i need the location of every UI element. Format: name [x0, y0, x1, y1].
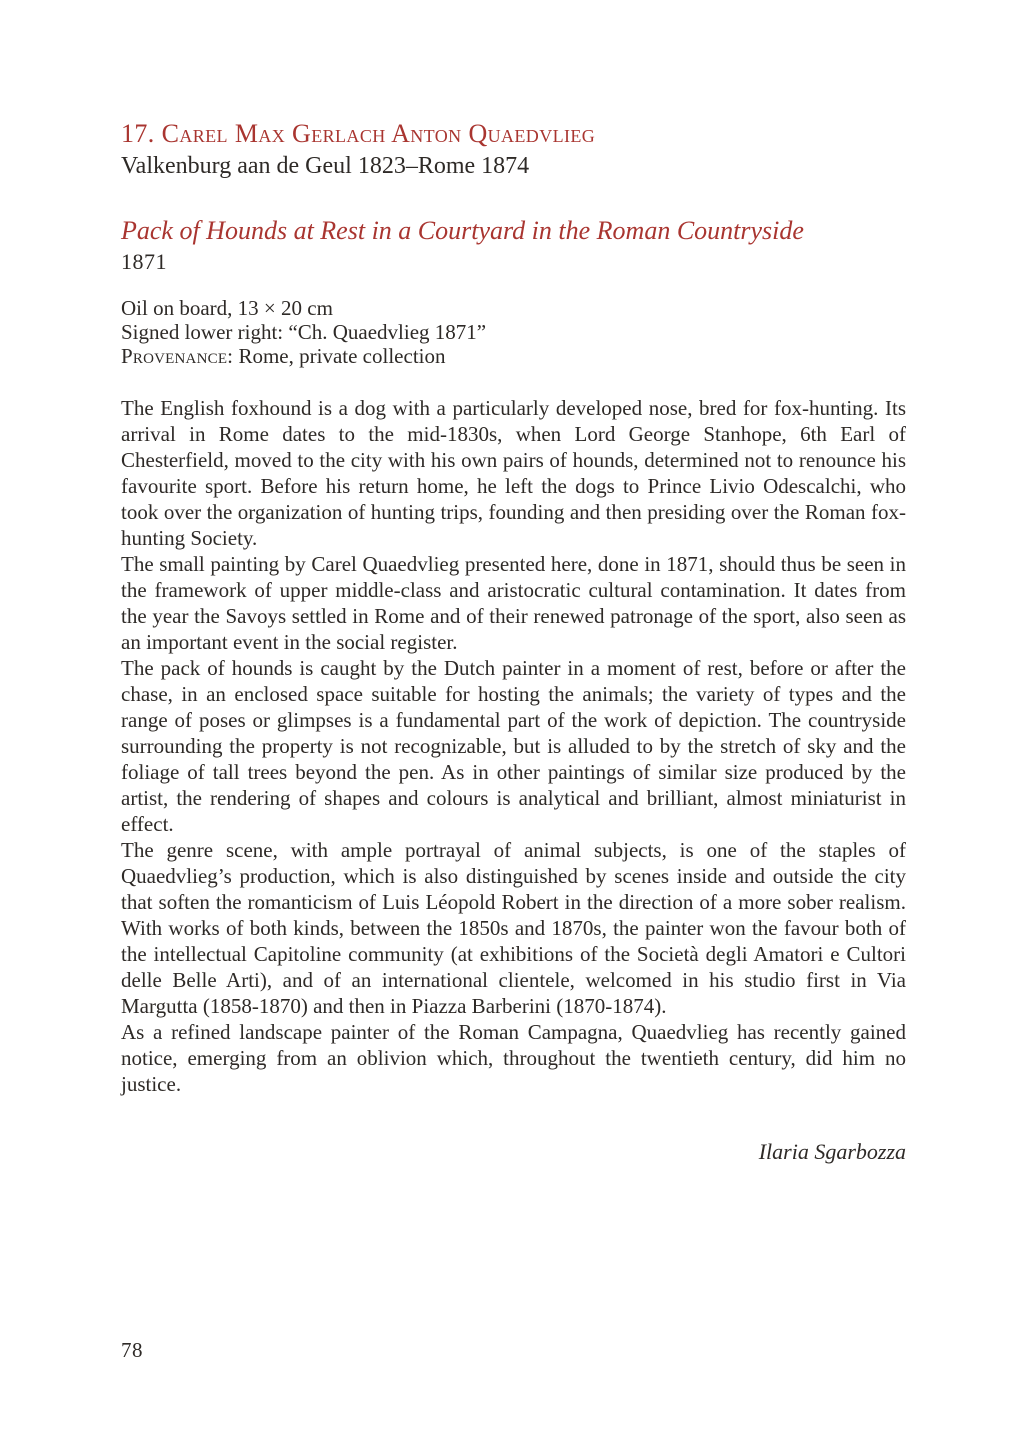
essay-paragraph: The small painting by Carel Quaedvlieg presented here, done in 1871, should thus be seen in the framework of upper middle-class and aristocratic cultural contamination. It dates from the year the Savoys settled in Rome and of their renewed patronage of the sport, also seen as an important event in the social register. [121, 552, 906, 654]
essay-author: Ilaria Sgarbozza [758, 1139, 906, 1164]
work-year: 1871 [121, 249, 167, 274]
essay-paragraph: The English foxhound is a dog with a particularly developed nose, bred for fox-hunting. Its arrival in Rome dates to the mid-1830s, when Lord George Stanhope, 6th Earl of Chesterfield, moved to the city with his own pairs of hounds, determined not to renounce his favourite sport. Before his return home, he left the dogs to Prince Livio Odescalchi, who took over the organization of hunting trips, founding and then presiding over the Roman fox-hunting Society. [121, 396, 906, 550]
work-title: Pack of Hounds at Rest in a Courtyard in the Roman Countryside [121, 216, 804, 245]
work-medium-dimensions: Oil on board, 13 × 20 cm [121, 296, 333, 320]
work-details [121, 296, 906, 368]
essay-paragraph: As a refined landscape painter of the Roman Campagna, Quaedvlieg has recently gained notice, emerging from an oblivion which, throughout the twentieth century, did him no justice. [121, 1020, 906, 1096]
catalog-entry [121, 118, 906, 1165]
essay-paragraph: The genre scene, with ample portrayal of animal subjects, is one of the staples of Quaedvlieg’s production, which is also distinguished by scenes inside and outside the city that soften the romanticism of Luis Léopold Robert in the direction of a more sober realism. With works of both kinds, between the 1850s and 1870s, the painter won the favour both of the intellectual Capitoline community (at exhibitions of the Società degli Amatori e Cultori delle Belle Arti), and of an international clientele, welcomed in his studio first in Via Margutta (1858-1870) and then in Piazza Barberini (1870-1874). [121, 838, 906, 1018]
provenance-label: Provenance: [121, 344, 234, 368]
work-provenance [121, 344, 906, 368]
essay-text [121, 395, 906, 1097]
essay-paragraph: The pack of hounds is caught by the Dutch painter in a moment of rest, before or after the chase, in an enclosed space suitable for hosting the animals; the variety of types and the range of poses or glimpses is a fundamental part of the work of depiction. The countryside surrounding the property is not recognizable, but is alluded to by the stretch of sky and the foliage of tall trees beyond the pen. As in other paintings of similar size produced by the artist, the rendering of shapes and colours is analytical and brilliant, almost miniaturist in effect. [121, 656, 906, 836]
entry-number-and-artist-name: 17. Carel Max Gerlach Anton Quaedvlieg [121, 119, 596, 148]
work-signature-note: Signed lower right: “Ch. Quaedvlieg 1871” [121, 320, 487, 344]
artist-life-dates: Valkenburg aan de Geul 1823–Rome 1874 [121, 153, 530, 179]
provenance-value: Rome, private collection [238, 344, 446, 368]
page-number: 78 [121, 1338, 143, 1362]
